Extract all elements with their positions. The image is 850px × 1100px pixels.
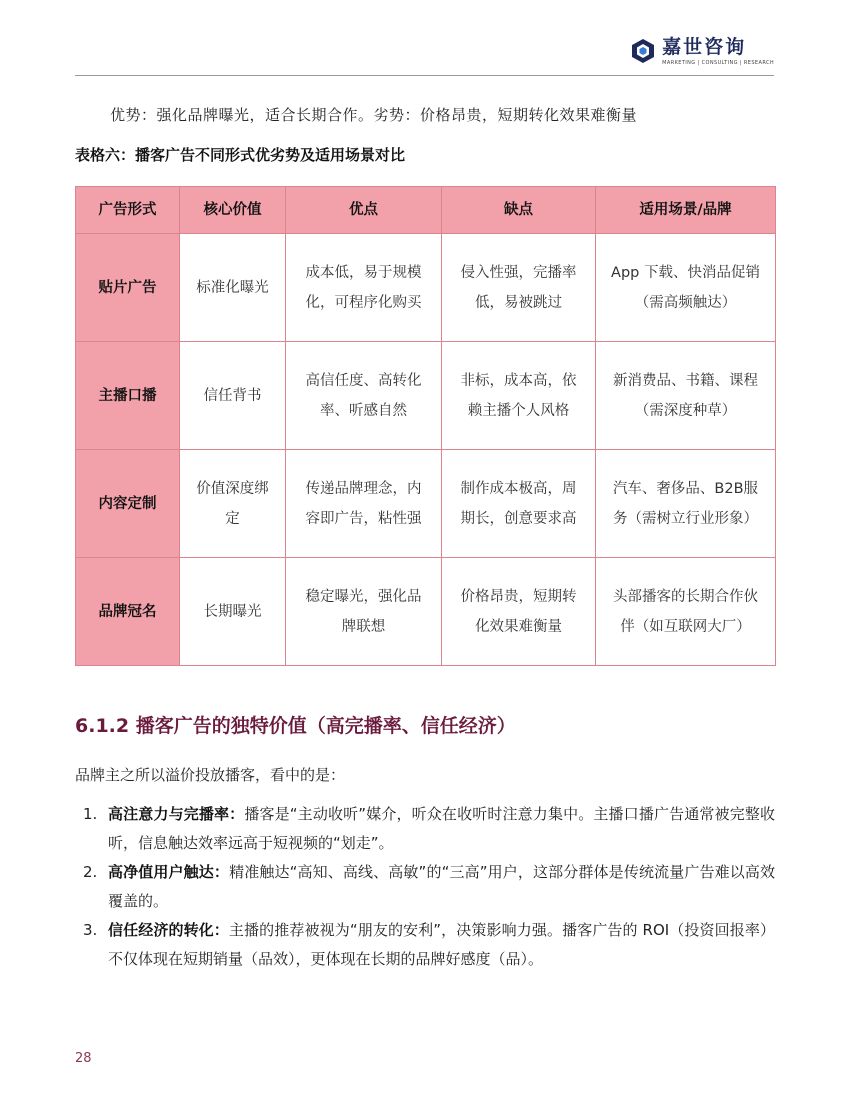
- value-list: [75, 800, 775, 974]
- list-item-text: 播客是“主动收听”媒介，听众在收听时注意力集中。主播口播广告通常被完整收听，信息触达效率远高于短视频的“划走”。: [108, 805, 775, 852]
- logo-name: 嘉世咨询: [662, 36, 747, 58]
- table-cell: 稳定曝光，强化品牌联想: [286, 558, 442, 666]
- table-row: [76, 450, 776, 558]
- table-row: [76, 342, 776, 450]
- header-cell: 广告形式: [76, 187, 180, 234]
- page-number: 28: [75, 1051, 92, 1066]
- list-item-text: 主播的推荐被视为“朋友的安利”，决策影响力强。播客广告的 ROI（投资回报率）不仅体现在短期销量（品效），更体现在长期的品牌好感度（品）。: [108, 921, 775, 968]
- logo-tagline: MARKETING | CONSULTING | RESEARCH: [662, 60, 774, 66]
- logo-mark-icon: [630, 38, 656, 64]
- table-cell: 非标，成本高，依赖主播个人风格: [442, 342, 596, 450]
- list-item: [75, 916, 775, 973]
- list-item-text: 精准触达“高知、高线、高敏”的“三高”用户，这部分群体是传统流量广告难以高效覆盖的。: [108, 863, 775, 910]
- header-cell: 适用场景/品牌: [596, 187, 776, 234]
- table-cell: 标准化曝光: [180, 234, 286, 342]
- intro-text: 优势：强化品牌曝光，适合长期合作。劣势：价格昂贵，短期转化效果难衡量: [110, 106, 638, 124]
- table-cell: 长期曝光: [180, 558, 286, 666]
- table-cell: 成本低，易于规模化，可程序化购买: [286, 234, 442, 342]
- list-item-title: 信任经济的转化：: [108, 921, 229, 939]
- table-cell: 高信任度、高转化率、听感自然: [286, 342, 442, 450]
- header-cell: 优点: [286, 187, 442, 234]
- table-cell: 汽车、奢侈品、B2B服务（需树立行业形象）: [596, 450, 776, 558]
- list-number: 3.: [83, 921, 98, 939]
- section-intro: 品牌主之所以溢价投放播客，看中的是：: [75, 766, 346, 784]
- table-cell: App 下载、快消品促销（需高频触达）: [596, 234, 776, 342]
- list-item: [75, 800, 775, 857]
- row-header-cell: 贴片广告: [76, 234, 180, 342]
- table-cell: 传递品牌理念，内容即广告，粘性强: [286, 450, 442, 558]
- table-cell: 侵入性强，完播率低，易被跳过: [442, 234, 596, 342]
- header-cell: 缺点: [442, 187, 596, 234]
- company-logo: [630, 36, 774, 66]
- header-cell: 核心价值: [180, 187, 286, 234]
- page-header: [75, 30, 774, 76]
- table-cell: 头部播客的长期合作伙伴（如互联网大厂）: [596, 558, 776, 666]
- row-header-cell: 品牌冠名: [76, 558, 180, 666]
- table-cell: 制作成本极高，周期长，创意要求高: [442, 450, 596, 558]
- row-header-cell: 主播口播: [76, 342, 180, 450]
- section-heading: 6.1.2 播客广告的独特价值（高完播率、信任经济）: [75, 715, 516, 737]
- list-number: 1.: [83, 805, 98, 823]
- list-item-title: 高注意力与完播率：: [108, 805, 245, 823]
- table-cell: 价格昂贵，短期转化效果难衡量: [442, 558, 596, 666]
- table-header-row: [76, 187, 776, 234]
- table-cell: 信任背书: [180, 342, 286, 450]
- table-cell: 新消费品、书籍、课程（需深度种草）: [596, 342, 776, 450]
- list-number: 2.: [83, 863, 98, 881]
- list-item: [75, 858, 775, 915]
- table-row: [76, 234, 776, 342]
- list-item-title: 高净值用户触达：: [108, 863, 230, 881]
- row-header-cell: 内容定制: [76, 450, 180, 558]
- table-title: 表格六：播客广告不同形式优劣势及适用场景对比: [75, 146, 406, 164]
- table-row: [76, 558, 776, 666]
- comparison-table: [75, 186, 776, 666]
- table-cell: 价值深度绑定: [180, 450, 286, 558]
